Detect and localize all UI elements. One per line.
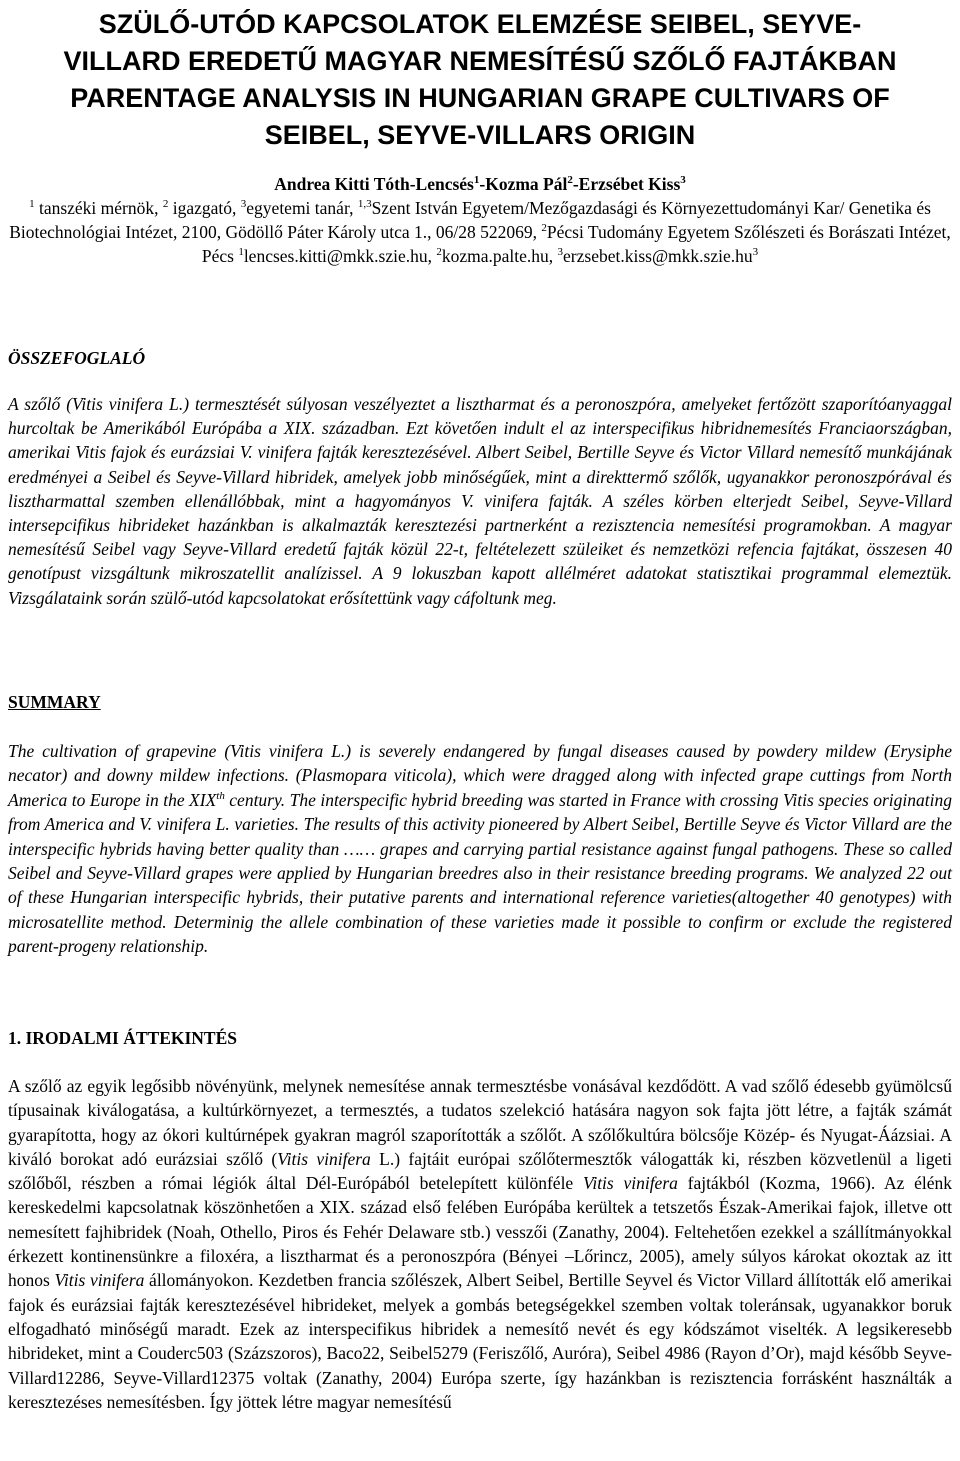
affil-mark: 2 xyxy=(541,222,547,234)
affil-mark: 3 xyxy=(752,246,759,258)
paper-title-en-line2: SEIBEL, SEYVE-VILLARS ORIGIN xyxy=(264,120,696,150)
abstract-en-part: century. The interspecific hybrid breeding was started in France with crossing Vitis species originating from America and V. vinifera L. varieties. The results of this activity pioneered by Albert Seibel, Bertille Seyve és Victor Villard are the interspecific hybrids having better quality than …… grapes and carrying partial resistance against fungal pathogens. These so called Seibel and Seyve-Villard grapes were applied by Hungarian breedres also in their resistance breeding programs. We analyzed 22 out of these Hungarian interspecific hybrids, their putative parents and international reference varieties(altogether 40 genotypes) with microsatellite method. Determinig the allele combination of these varieties made it possible to confirm or exclude the registered parent-progeny relationship. xyxy=(8,789,953,957)
affil-text: Pécsi Tudomány Egyetem Szőlészeti és Borászati Intézet, Pécs xyxy=(201,222,951,266)
author-3: -Erzsébet Kiss xyxy=(572,174,681,194)
species-name: Vitis vinifera xyxy=(277,1148,371,1169)
email-link[interactable]: erzsebet.kiss@mkk.szie.hu xyxy=(563,246,753,266)
abstract-en-text xyxy=(8,739,952,959)
author-1: Andrea Kitti Tóth-Lencsés xyxy=(274,174,474,194)
body-text-part: A szőlő az egyik legősibb növényünk, melynek nemesítése annak termesztésbe vonásával kezdődött. A vad szőlő édesebb gyümölcsű típusainak kiválogatása, a kultúrkörnyezet, a termesztés, a tudatos szelekció hatására nagyon sok fajta jött létre, a fajták számát gyarapította, hogy az ókori kultúrnépek gyakran magról szaporították a szőlőt. A szőlőkultúra bölcsője Közép- és Nyugat-Áázsiai. A kiváló borokat adó eurázsiai szőlő ( xyxy=(8,1076,952,1169)
abstract-hu-heading: ÖSSZEFOGLALÓ xyxy=(8,348,146,368)
body-text-part: L.) fajtáit európai szőlőtermesztők válogatták ki, részben közvetlenül a ligeti szőlőből, részben a római légiók által Dél-Európából betelepített különféle xyxy=(8,1148,952,1194)
affil-mark: 1,3 xyxy=(357,198,372,210)
affil-text: egyetemi tanár, xyxy=(246,198,358,218)
abstract-en-part: The cultivation of grapevine (Vitis vinifera L.) is severely endangered by fungal diseases caused by powdery mildew (Erysiphe necator) and downy mildew infections. (Plasmopara viticola), which were dragged along with infected grape cuttings from North America to Europe in the XIX xyxy=(8,741,952,810)
abstract-en-heading: SUMMARY xyxy=(8,692,101,712)
paper-title-hu-line1: SZÜLŐ-UTÓD KAPCSOLATOK ELEMZÉSE SEIBEL, SEYVE- xyxy=(98,9,862,39)
affil-mark: 2 xyxy=(436,246,442,258)
section-1-heading: 1. IRODALMI ÁTTEKINTÉS xyxy=(8,1028,238,1048)
author-2-affil-mark: 2 xyxy=(567,174,573,186)
abstract-hu-text: A szőlő (Vitis vinifera L.) termesztését súlyosan veszélyeztet a lisztharmat és a peronoszpóra, amelyeket fertőzött szaporítóanyaggal hurcoltak be Amerikából Európába a XIX. században. Ezt követően indult el az interspecifikus hibridnemesítés Franciaországban, amerikai Vitis fajok és eurázsiai V. vinifera fajták keresztezésével. Albert Seibel, Bertille Seyve és Victor Villard nemesítő munkájának eredményei a Seibel és Seyve-Villard hibridek, amelyek jobb minőségűek, mint a direkttermő szőlők, ugyanakkor peronoszpórával és lisztharmattal szemben ellenállóbbak, mint a hagyományos V. vinifera fajták. A széles körben elterjedt Seibel, Seyve-Villard intersepcifikus hibrideket hazánkban is alkalmazták keresztezési partnerként a rezisztencia nemesítési programokban. A magyar nemesítésű Seibel vagy Seyve-Villard eredetű fajták közül 22-t, feltételezett szüleiket és nemzetközi refencia fajtákat, összesen 40 genotípust vizsgáltunk mikroszatellit analízissel. A 9 lokuszban kapott allélméret adatokat statisztikai programmal elemeztük. Vizsgálataink során szülő-utód kapcsolatokat erősítettünk vagy cáfoltunk meg. xyxy=(8,394,952,608)
paper-title-hu-line2: VILLARD EREDETŰ MAGYAR NEMESÍTÉSŰ SZŐLŐ FAJTÁKBAN xyxy=(63,46,897,76)
author-list xyxy=(0,172,960,196)
affil-mark: 1 xyxy=(29,198,35,210)
affil-mark: 1 xyxy=(238,246,244,258)
affil-text: igazgató, xyxy=(168,198,241,218)
species-name: Vitis vinifera xyxy=(582,1173,678,1194)
author-1-affil-mark: 1 xyxy=(473,174,480,186)
body-text-part: állományokon. Kezdetben francia szőlészek, Albert Seibel, Bertille Seyvel és Victor Villard állították elő amerikai fajok és eurázsiai fajták keresztezésével hibrideket, melyek a gombás betegségekkel szemben voltak toleránsak, ugyanakkor boruk elfogadható minőségű maradt. Ezek az interspecifikus hibridek a nemesítő nevét és egy kódszámot viselték. A legsikeresebb hibrideket, mint a Couderc503 (Százszoros), Baco22, Seibel5279 (Feriszőlő, Auróra), Seibel 4986 (Rayon d’Or), majd később Seyve-Villard12286, Seyve-Villard12375 voltak (Zanathy, 2004) Európa szerte, így hazánkban is rezisztencia forrásként használták a keresztezéses nemesítésben. Így jöttek létre magyar nemesítésű xyxy=(8,1270,952,1412)
ordinal-suffix: th xyxy=(216,789,225,802)
affiliations xyxy=(8,196,952,268)
email-link[interactable]: lencses.kitti@mkk.szie.hu, xyxy=(243,246,437,266)
affil-text: tanszéki mérnök, xyxy=(34,198,163,218)
affil-mark: 3 xyxy=(557,246,564,258)
author-3-affil-mark: 3 xyxy=(680,174,686,186)
section-1-paragraph xyxy=(8,1074,952,1414)
affil-mark: 3 xyxy=(240,198,247,210)
body-text-part: fajtákból (Kozma, 1966). Az élénk kereskedelmi kapcsolatnak köszönhetően a XIX. század első felében Európába kerültek a tetszetős Észak-Amerikai fajok, illetve ott nemesített fajhibridek (Noah, Othello, Piros és Fehér Delaware stb.) vesszői (Zanathy, 2004). Feltehetően ezekkel a szállítmányokkal érkezett kontinensünkre a filoxéra, a lisztharmat és a peronoszpóra (Bényei –Lőrincz, 2005), amely súlyos károkat okoztak az itt honos xyxy=(8,1173,953,1291)
species-name: Vitis vinifera xyxy=(54,1270,145,1291)
affil-mark: 2 xyxy=(162,198,169,210)
paper-title-en-line1: PARENTAGE ANALYSIS IN HUNGARIAN GRAPE CULTIVARS OF xyxy=(70,83,890,113)
author-2: -Kozma Pál xyxy=(479,174,568,194)
email-link[interactable]: kozma.palte.hu, xyxy=(441,246,558,266)
affil-text: Szent István Egyetem/Mezőgazdasági és Környezettudományi Kar/ Genetika és Biotechnológiai Intézet, 2100, Gödöllő Páter Károly utca 1., 06/28 522069, xyxy=(9,198,931,242)
